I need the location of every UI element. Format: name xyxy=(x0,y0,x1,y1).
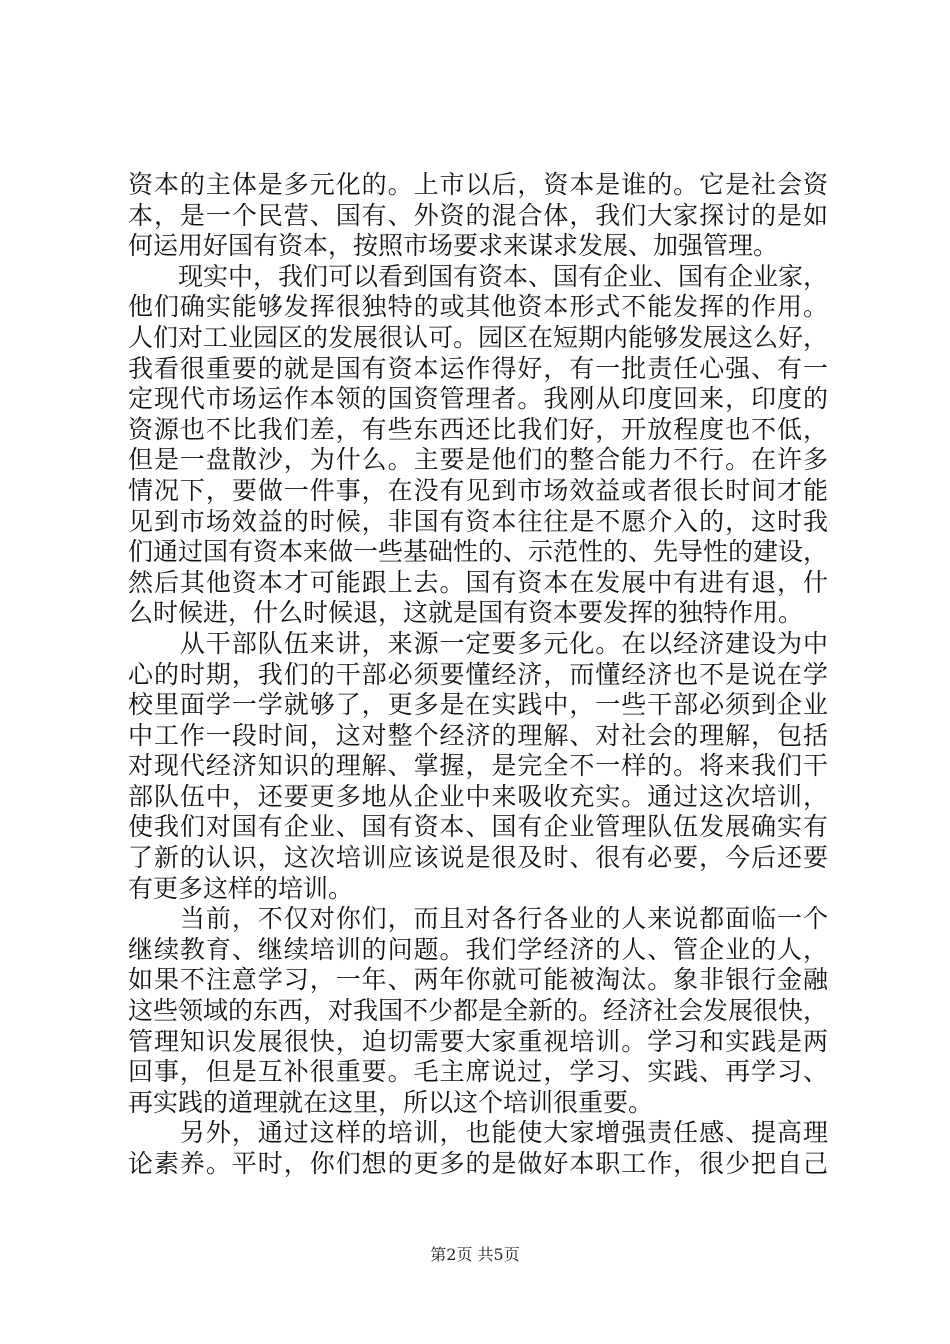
document-body xyxy=(128,170,828,1180)
text-line: 定现代市场运作本领的国资管理者。我刚从印度回来，印度的 xyxy=(128,384,828,414)
text-line: 当前，不仅对你们，而且对各行各业的人来说都面临一个 xyxy=(128,904,828,934)
text-line: 但是一盘散沙，为什么。主要是他们的整合能力不行。在许多 xyxy=(128,445,828,475)
text-line: 们通过国有资本来做一些基础性的、示范性的、先导性的建设， xyxy=(128,537,829,567)
text-line: 情况下，要做一件事，在没有见到市场效益或者很长时间才能 xyxy=(128,475,828,505)
text-line: 对现代经济知识的理解、掌握，是完全不一样的。将来我们干 xyxy=(128,751,828,781)
text-line: 现实中，我们可以看到国有资本、国有企业、国有企业家， xyxy=(128,261,829,291)
text-line: 另外，通过这样的培训，也能使大家增强责任感、提高理 xyxy=(128,1118,828,1148)
text-line: 了新的认识，这次培训应该说是很及时、很有必要，今后还要 xyxy=(128,843,828,873)
text-line: 见到市场效益的时候，非国有资本往往是不愿介入的，这时我 xyxy=(128,506,828,536)
text-line: 人们对工业园区的发展很认可。园区在短期内能够发展这么好， xyxy=(128,322,829,352)
text-line: 么时候进，什么时候退，这就是国有资本要发挥的独特作用。 xyxy=(128,598,804,628)
text-line: 何运用好国有资本，按照市场要求来谋求发展、加强管理。 xyxy=(128,231,779,261)
text-line: 校里面学一学就够了，更多是在实践中，一些干部必须到企业 xyxy=(128,690,828,720)
text-line: 资源也不比我们差，有些东西还比我们好，开放程度也不低， xyxy=(128,414,828,444)
text-line: 再实践的道理就在这里，所以这个培训很重要。 xyxy=(128,1087,654,1117)
text-line: 有更多这样的培训。 xyxy=(128,873,354,903)
text-line: 继续教育、继续培训的问题。我们学经济的人、管企业的人， xyxy=(128,934,828,964)
text-line: 这些领域的东西，对我国不少都是全新的。经济社会发展很快， xyxy=(128,996,829,1026)
text-line: 使我们对国有企业、国有资本、国有企业管理队伍发展确实有 xyxy=(128,812,828,842)
text-line: 中工作一段时间，这对整个经济的理解、对社会的理解，包括 xyxy=(128,720,828,750)
text-line: 如果不注意学习，一年、两年你就可能被淘汰。象非银行金融 xyxy=(128,965,828,995)
text-line: 管理知识发展很快，迫切需要大家重视培训。学习和实践是两 xyxy=(128,1026,828,1056)
text-line: 他们确实能够发挥很独特的或其他资本形式不能发挥的作用。 xyxy=(128,292,828,322)
text-line: 我看很重要的就是国有资本运作得好，有一批责任心强、有一 xyxy=(128,353,828,383)
text-line: 资本的主体是多元化的。上市以后，资本是谁的。它是社会资 xyxy=(128,170,828,199)
text-line: 回事，但是互补很重要。毛主席说过，学习、实践、再学习、 xyxy=(128,1057,828,1087)
text-line: 部队伍中，还要更多地从企业中来吸收充实。通过这次培训， xyxy=(128,781,828,811)
text-line: 本，是一个民营、国有、外资的混合体，我们大家探讨的是如 xyxy=(128,200,828,230)
text-line: 从干部队伍来讲，来源一定要多元化。在以经济建设为中 xyxy=(128,628,828,658)
page-footer: 第2页 共5页 xyxy=(430,1245,520,1264)
text-line: 然后其他资本才可能跟上去。国有资本在发展中有进有退，什 xyxy=(128,567,828,597)
text-line: 论素养。平时，你们想的更多的是做好本职工作，很少把自己 xyxy=(128,1149,828,1178)
text-line: 心的时期，我们的干部必须要懂经济，而懂经济也不是说在学 xyxy=(128,659,828,689)
